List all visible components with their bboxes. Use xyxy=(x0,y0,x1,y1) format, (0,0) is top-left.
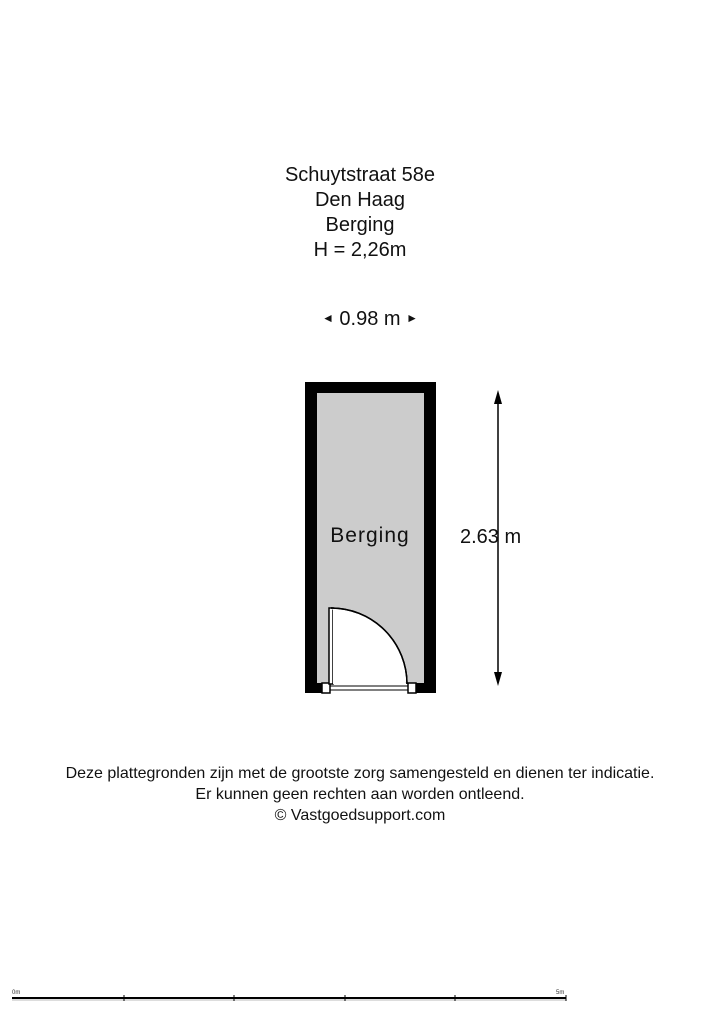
city-text: Den Haag xyxy=(314,189,406,211)
copyright-text: © Vastgoedsupport.com xyxy=(274,807,446,824)
scale-start-label: 0m xyxy=(12,990,21,996)
room-type-text: Berging xyxy=(325,214,395,236)
length-dimension-label: 2.63 m xyxy=(460,526,522,548)
disclaimer-line-1: Deze plattegronden zijn met de grootste zorg samengesteld en dienen ter indicatie. xyxy=(65,765,655,782)
door-leaf xyxy=(329,608,333,684)
scale-end-label: 5m xyxy=(556,990,565,996)
arrow-up-icon xyxy=(494,390,502,404)
arrow-down-icon xyxy=(494,672,502,686)
ceiling-height-text: H = 2,26m xyxy=(313,239,407,261)
arrow-left-icon: ◄ xyxy=(321,310,334,325)
door-opening xyxy=(329,683,411,693)
disclaimer-line-2: Er kunnen geen rechten aan worden ontleend. xyxy=(195,786,525,803)
address-text: Schuytstraat 58e xyxy=(284,164,436,186)
door-jamb-right xyxy=(408,683,416,693)
arrow-right-icon: ► xyxy=(406,310,419,325)
width-dimension-label: 0.98 m xyxy=(339,308,401,330)
room-label: Berging xyxy=(330,524,410,547)
disclaimer xyxy=(0,763,720,826)
